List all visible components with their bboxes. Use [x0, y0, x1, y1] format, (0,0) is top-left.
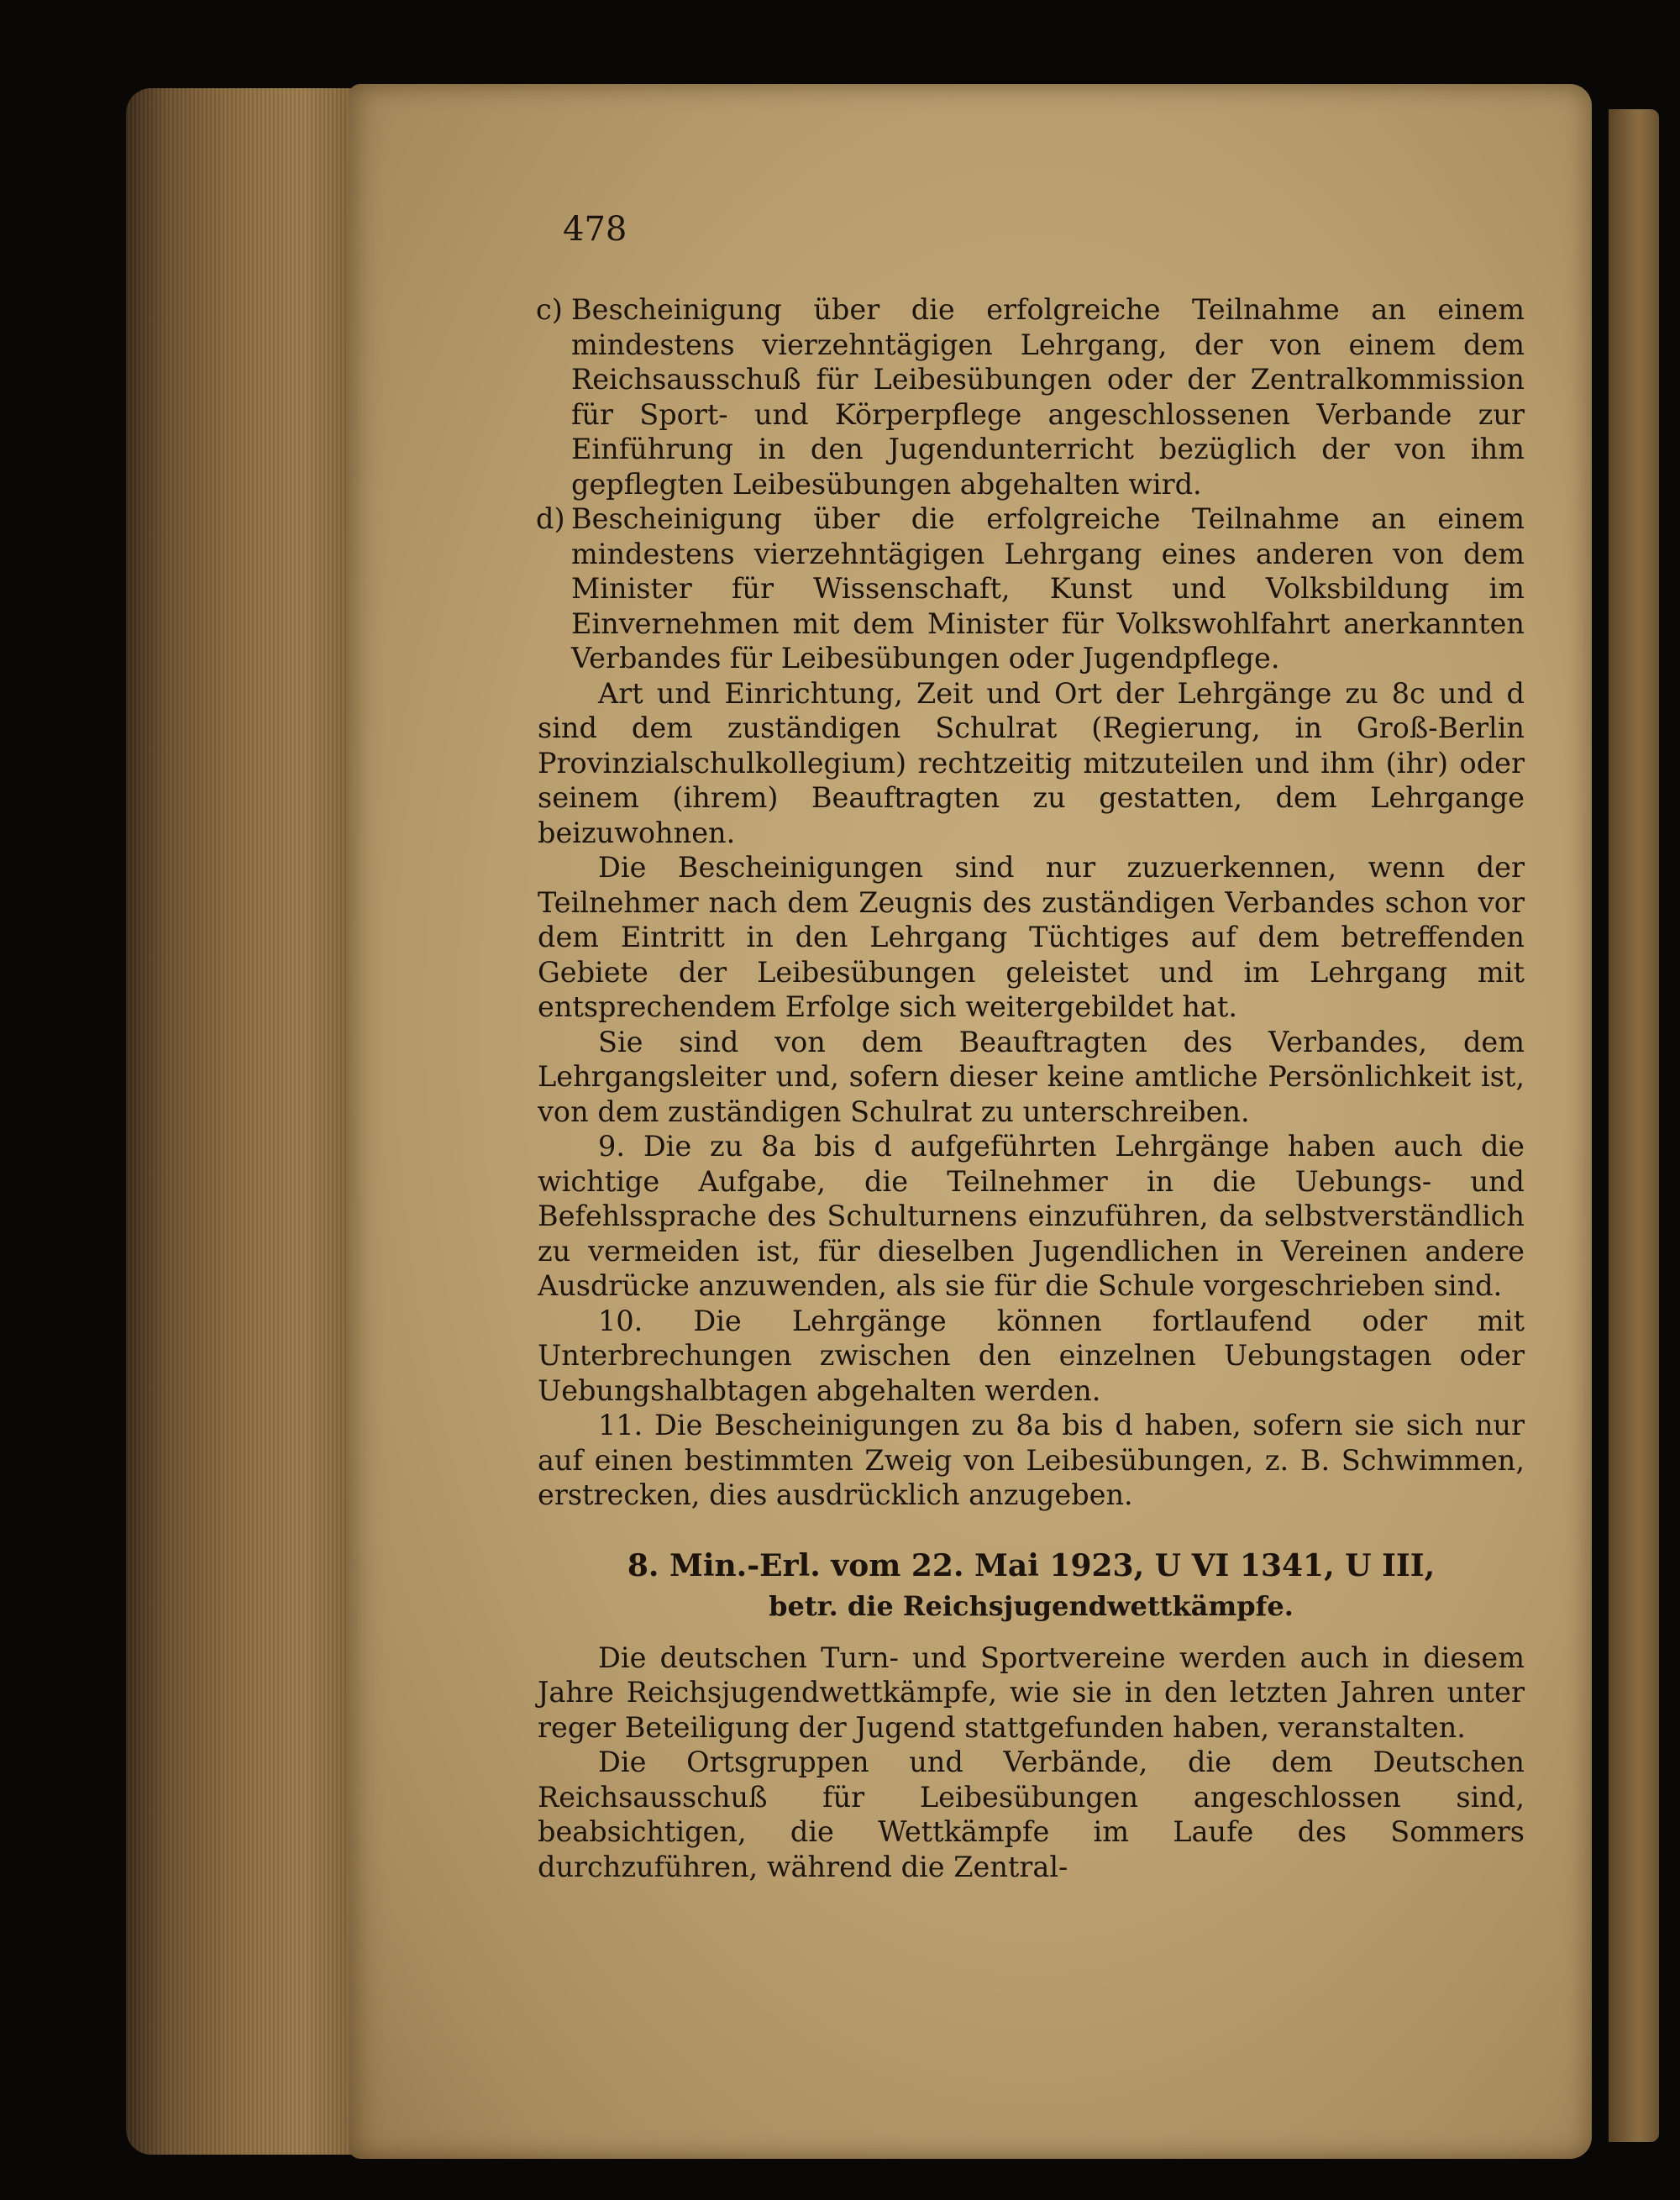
list-marker: c) [536, 293, 563, 326]
list-item-c [460, 292, 1525, 501]
section-paragraph: Die Ortsgruppen und Verbände, die dem Deutschen Reichsausschuß für Leibesübungen angeschlossen sind, beabsichtigen, die Wettkämpfe im Laufe des Sommers durchzuführen, während die Zentral- [538, 1746, 1525, 1883]
list-item-text: Bescheinigung über die erfolgreiche Teilnahme an einem mindestens vierzehntägigen Lehrgang, der von einem dem Reichsausschuß für Leibesübungen oder der Zentralkommission für Sport- und Körperpflege angeschlossenen Verbande zur Einführung in den Jugendunterricht bezüglich der von ihm gepflegten Leibesübungen abgehalten wird. [571, 293, 1525, 501]
list-marker: d) [536, 502, 565, 535]
list-item-text: Bescheinigung über die erfolgreiche Teilnahme an einem mindestens vierzehntägigen Lehrgang eines anderen von dem Minister für Wissenschaft, Kunst und Volksbildung im Einvernehmen mit dem Minister für Volkswohlfahrt anerkannten Verbandes für Leibesübungen oder Jugendpflege. [571, 502, 1525, 675]
numbered-paragraph-10: 10. Die Lehrgänge können fortlaufend oder mit Unterbrechungen zwischen den einzelnen Uebungstagen oder Uebungshalbtagen abgehalten werden. [538, 1304, 1525, 1407]
facing-page-edge [1609, 109, 1659, 2142]
paragraph: Sie sind von dem Beauftragten des Verbandes, dem Lehrgangsleiter und, sofern dieser keine amtliche Persönlichkeit ist, von dem zuständigen Schulrat zu unterschreiben. [538, 1025, 1525, 1128]
section-paragraph: Die deutschen Turn- und Sportvereine werden auch in diesem Jahre Reichsjugendwettkämpfe, wie sie in den letzten Jahren unter reger Beteiligung der Jugend stattgefunden haben, veranstalten. [538, 1641, 1525, 1744]
numbered-paragraph-9: 9. Die zu 8a bis d aufgeführten Lehrgänge haben auch die wichtige Aufgabe, die Teilnehmer in die Uebungs- und Befehlssprache des Schulturnens einzuführen, da selbstverständlich zu vermeiden ist, für dieselben Jugendlichen in Vereinen andere Ausdrücke anzuwenden, als sie für die Schule vorgeschrieben sind. [538, 1130, 1525, 1302]
page-number: 478 [563, 210, 627, 249]
page-text [538, 202, 1525, 1884]
page-edges [126, 88, 361, 2155]
paragraph: Art und Einrichtung, Zeit und Ort der Lehrgänge zu 8c und d sind dem zuständigen Schulrat (Regierung, in Groß-Berlin Provinzialschulkollegium) rechtzeitig mitzuteilen und ihm (ihr) oder seinem (ihrem) Beauftragten zu gestatten, dem Lehrgange beizuwohnen. [538, 676, 1525, 849]
list-item-d [460, 501, 1525, 676]
numbered-paragraph-11: 11. Die Bescheinigungen zu 8a bis d haben, sofern sie sich nur auf einen bestimmten Zweig von Leibesübungen, z. B. Schwimmen, erstrecken, dies ausdrücklich anzugeben. [538, 1409, 1525, 1511]
section-heading: 8. Min.-Erl. vom 22. Mai 1923, U VI 1341, U III, [627, 1547, 1436, 1583]
paragraph: Die Bescheinigungen sind nur zuzuerkennen, wenn der Teilnehmer nach dem Zeugnis des zuständigen Verbandes schon vor dem Eintritt in den Lehrgang Tüchtiges auf dem betreffenden Gebiete der Leibesübungen geleistet und im Lehrgang mit entsprechendem Erfolge sich weitergebildet hat. [538, 851, 1525, 1023]
section-subheading: betr. die Reichsjugendwettkämpfe. [769, 1589, 1294, 1622]
